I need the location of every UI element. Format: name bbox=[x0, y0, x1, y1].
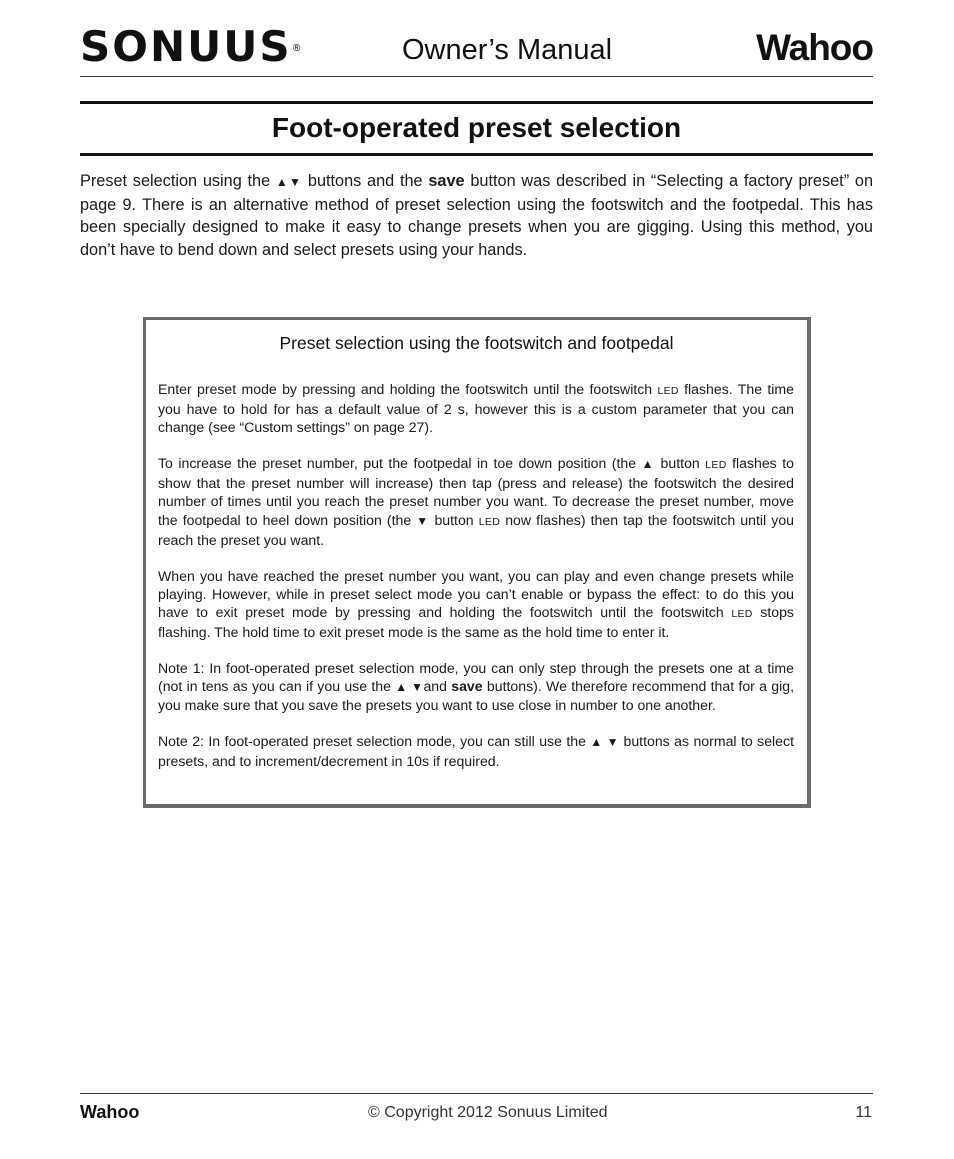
page-number: 11 bbox=[855, 1104, 872, 1121]
paragraph-text: flashes to show that the preset number will increase) then tap (press and release) the footswitch the desired number of times until you reach the preset number you want. To decrease the preset number, move the footpedal to heel down position (the bbox=[158, 455, 794, 528]
product-logo: Wahoo bbox=[756, 27, 873, 68]
paragraph-text: Note 2: In foot-operated preset selection mode, you can still use the bbox=[158, 733, 591, 750]
paragraph-text: flashes. The time you have to hold for has a default value of 2 s, however this is a custom parameter that you can change (see “Custom settings” on page 27). bbox=[158, 381, 794, 436]
box-paragraph-4 bbox=[158, 659, 794, 714]
footer-copyright: © Copyright 2012 Sonuus Limited bbox=[368, 1104, 608, 1121]
box-paragraph-5 bbox=[158, 732, 794, 769]
header-divider bbox=[80, 76, 873, 77]
paragraph-text: To increase the preset number, put the footpedal in toe down position (the bbox=[158, 455, 642, 472]
paragraph-text: Note 1: In foot-operated preset selection mode, you can only step through the presets one at a time (not in tens as you can if you use the bbox=[158, 660, 794, 695]
save-keyword: save bbox=[428, 172, 465, 190]
intro-text: button was described in “Selecting a factory preset” on page 9. There is an alternative method of preset selection using the footswitch and the footpedal. This has been specially designed to make it easy to change presets when you are gigging. Using this method, you don’t have to bend down and select presets using your hands. bbox=[80, 172, 873, 259]
registered-mark: ® bbox=[291, 43, 304, 54]
instruction-box bbox=[143, 317, 811, 808]
up-down-arrow-icon: ▲ ▼ bbox=[590, 735, 620, 750]
up-down-arrow-icon: ▲ ▼ bbox=[395, 680, 424, 695]
paragraph-text: and bbox=[423, 678, 452, 695]
box-body bbox=[158, 380, 794, 770]
box-paragraph-1 bbox=[158, 380, 794, 436]
led-label: LED bbox=[478, 515, 501, 528]
paragraph-text: When you have reached the preset number you want, you can play and even change presets while playing. However, while in preset select mode you can’t enable or bypass the effect: to do this you have to exit preset mode by pressing and holding the footswitch until the footswitch bbox=[158, 567, 794, 620]
paragraph-text: Enter preset mode by pressing and holding the footswitch until the footswitch bbox=[158, 381, 658, 397]
up-arrow-icon: ▲ bbox=[641, 457, 656, 472]
paragraph-text: stops flashing. The hold time to exit preset mode is the same as the hold time to enter it. bbox=[158, 603, 794, 641]
intro-text: buttons and the bbox=[302, 172, 429, 190]
section-title: Foot-operated preset selection bbox=[271, 112, 682, 143]
footer-product-logo: Wahoo bbox=[80, 1102, 140, 1122]
up-down-arrow-icon: ▲▼ bbox=[275, 175, 303, 189]
page-header bbox=[80, 22, 873, 78]
manual-title: Owner’s Manual bbox=[402, 34, 613, 66]
led-label: LED bbox=[731, 607, 753, 620]
footer-divider bbox=[80, 1093, 873, 1094]
title-rule-top bbox=[80, 101, 873, 104]
box-paragraph-2 bbox=[158, 454, 794, 548]
brand-name: SONUUS bbox=[80, 22, 292, 71]
paragraph-text: buttons). We therefore recommend that for a gig, you make sure that you save the presets you want to use close in number to one another. bbox=[158, 678, 794, 714]
intro-text: Preset selection using the bbox=[80, 172, 276, 190]
paragraph-text: now flashes) then tap the footswitch until you reach the preset you want. bbox=[158, 511, 794, 548]
box-title: Preset selection using the footswitch and footpedal bbox=[279, 333, 674, 353]
down-arrow-icon: ▼ bbox=[416, 513, 430, 528]
paragraph-text: button bbox=[655, 455, 706, 472]
led-label: LED bbox=[657, 385, 679, 397]
led-label: LED bbox=[705, 459, 727, 472]
title-rule-bottom bbox=[80, 153, 873, 156]
paragraph-text: buttons as normal to select presets, and to increment/decrement in 10s if required. bbox=[158, 733, 794, 769]
paragraph-text: button bbox=[429, 511, 479, 528]
box-paragraph-3 bbox=[158, 567, 794, 641]
brand-logo bbox=[80, 24, 304, 70]
intro-paragraph bbox=[80, 170, 873, 261]
save-keyword: save bbox=[451, 678, 483, 695]
